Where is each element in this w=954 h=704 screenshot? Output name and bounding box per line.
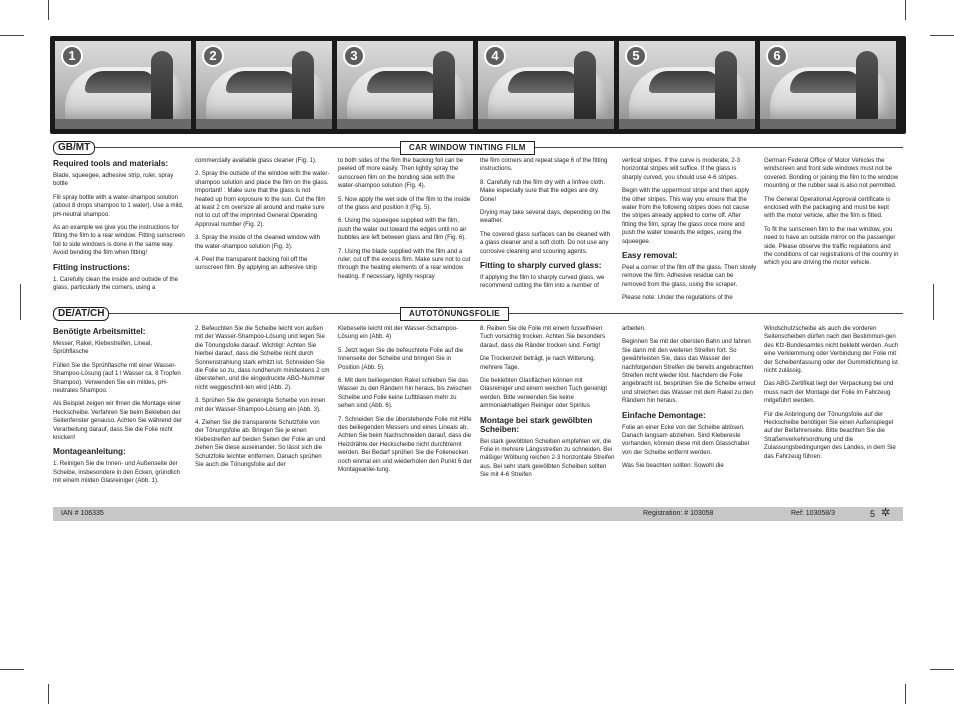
language-label: DE/AT/CH xyxy=(53,307,109,321)
text-column xyxy=(53,325,188,501)
paragraph: 8. Carefully rub the film dry with a linfree cloth. Make especially sure that the edges are dry. Done! xyxy=(480,178,605,203)
step-photo xyxy=(196,41,332,129)
subheading: Fitting to sharply curved glass: xyxy=(480,261,602,271)
step-number: 4 xyxy=(484,45,506,67)
text-column xyxy=(480,157,615,303)
paragraph: 5. Now apply the wet side of the film to the inside of the glass and position it (Fig. 5). xyxy=(338,195,471,212)
paragraph: If applying the film to sharply curved glass, we recommend cutting the film into a number of xyxy=(480,274,605,290)
paragraph: to both sides of the film the backing foil can be peeled off more easily. Then lightly spray the sunscreen film on the bonding side with the water-shampoo solution (Fig. 4). xyxy=(338,157,463,190)
subheading: Fitting instructions: xyxy=(53,262,130,272)
paragraph: Blade, squeegee, adhesive strip, ruler, spray bottle xyxy=(53,172,174,188)
paragraph: 6. Mit dem beiliegenden Rakel schieben Sie das Wasser zu den Rändern hin heraus, bis zwischen Scheibe und Folie keine Luftblasen mehr zu sehen sind (Abb. 6). xyxy=(338,377,472,410)
paragraph: 5. Jetzt legen Sie die befeuchtete Folie auf die Innenseite der Scheibe und bringen Sie in Position (Abb. 5). xyxy=(338,346,464,371)
section-title: AUTOTÖNUNGSFOLIE xyxy=(400,307,509,321)
paragraph: Die Trockenzeit beträgt, je nach Witterung, mehrere Tage. xyxy=(480,355,596,371)
paragraph: Das ABG-Zertifikat liegt der Verpackung bei und muss nach der Montage der Folie im Fahrzeug mitgeführt werden. xyxy=(764,380,894,405)
text-column xyxy=(195,325,330,501)
step-number: 2 xyxy=(202,45,224,67)
paragraph: Bei stark gewölbten Scheiben empfehlen wir, die Folie in mehrere Längsstreifen zu schneiden. Bei mäßiger Wölbung reichen 2-3 horizontale Streifen aus. Bei sehr stark gewölbten Scheiben sollten Sie mit 4-6 Streifen xyxy=(480,437,615,479)
text-column xyxy=(764,325,899,501)
paragraph: 3. Sprühen Sie die gereinigte Scheibe von innen mit der Wasser-Shampoo-Lösung ein (Abb. 3). xyxy=(195,397,326,413)
paragraph: 4. Peel the transparent backing foil off the sunscreen film. By applying an adhesive strip xyxy=(195,256,317,272)
paragraph: 1. Carefully clean the inside and outside of the glass, particularly the corners, using a xyxy=(53,275,179,292)
crop-mark xyxy=(933,284,934,320)
footer-bar xyxy=(53,507,903,521)
subheading: Einfache Demontage: xyxy=(622,410,706,420)
crop-mark xyxy=(20,284,21,320)
step-number: 6 xyxy=(766,45,788,67)
text-column xyxy=(53,157,188,303)
paragraph: Drying may take several days, depending on the weather. xyxy=(480,209,611,225)
crop-mark xyxy=(905,684,906,704)
paragraph: The covered glass surfaces can be cleaned with a glass cleaner and a soft cloth. Do not use any corrosive cleaning and scouring agents. xyxy=(480,230,611,255)
paragraph: The General Operational Approval certificate is enclosed with the packaging and must be kept with the motor vehicle, after the film is fitted. xyxy=(764,195,891,220)
paragraph: 4. Ziehen Sie die transparente Schutzfolie von der Tönungsfolie ab. Bringen Sie je einen Klebestreifen auf beiden Seiten der Folie an und ziehen Sie diese auseinander. So lässt sich die Schutzfolie leichter entfernen. Danach sprühen Sie auch die Tönungsfolie auf der xyxy=(195,419,326,469)
paragraph: To fit the sunscreen film to the rear window, you need to have an outside mirror on the passenger side. Please observe the traffic regulations and the conditions of car registrations of the country in which you are driving the motor vehicle. xyxy=(764,225,899,267)
subheading: Easy removal: xyxy=(622,251,678,261)
section-header-en xyxy=(53,141,903,155)
paragraph: Folie an einer Ecke von der Scheibe ablösen. Danach langsam abziehen. Sind Klebereste vorhanden, können diese mit dem Glasschaber von der Scheibe entfernt werden. xyxy=(622,423,750,456)
text-column xyxy=(338,325,473,501)
paragraph: Windschutzscheibe als auch die vorderen Seitenscheiben dürfen nach den Bestimmun-gen des Kfz-Bundesamtes nicht beklebt werden. Auch eine Verklemmung oder Verbindung der Folie mit der Scheibenfassung oder der Gummidichtung ist nicht zulässig. xyxy=(764,325,899,375)
paragraph: 3. Spray the inside of the cleaned window with the water-shampoo solution (Fig. 3). xyxy=(195,234,320,250)
paragraph: Fill spray bottle with a water-shampoo solution (about 8 drops shampoo to 1 water). Use a mild, pH-neutral shampoo. xyxy=(53,193,184,218)
subheading: Montageanleitung: xyxy=(53,447,126,457)
crop-mark xyxy=(930,35,954,36)
subheading: Benötigte Arbeitsmittel: xyxy=(53,327,146,336)
crop-mark xyxy=(930,669,954,670)
crop-mark xyxy=(905,0,906,20)
crop-mark xyxy=(0,35,24,36)
paragraph: Als Beispiel zeigen wir Ihnen die Montage einer Heckscheibe. Verfahren Sie beim Bekleben der Seitenfenster genauso. Achten Sie während der Verarbeitung darauf, dass Sie die Folie nicht knicken! xyxy=(53,400,183,442)
instruction-photo-strip xyxy=(50,36,906,134)
crop-mark xyxy=(48,684,49,704)
paragraph: commercially available glass cleaner (Fig. 1). xyxy=(195,157,317,164)
section-header-de xyxy=(53,307,903,321)
paragraph: German Federal Office of Motor Vehicles the windscreen and front side windows must not be covered. Bonding or joining the film to the window mounting or the rubber seal is also not permitted. xyxy=(764,157,899,190)
text-column xyxy=(195,157,330,303)
paragraph: As an example we give you the instructions for fitting the film to a rear window. Fitting sunscreen foil to side windows is done in the same way. Avoid bending the film when fitting! xyxy=(53,224,185,257)
page-number: 5 xyxy=(870,509,876,519)
paragraph: 7. Using the blade supplied with the film and a ruler, cut off the excess film. Make sure not to cut through the heating elements of a rear window heating. If necessary, lightly respray xyxy=(338,247,471,280)
paragraph: Please note: Under the regulations of the xyxy=(622,294,733,302)
text-column xyxy=(480,325,615,501)
paragraph: Füllen Sie die Sprühflasche mit einer Wasser-Shampoo-Lösung (auf 1 l Wasser ca. 8 Tropfen Shampoo). Verwenden Sie ein mildes, pH-neutrales Shampoo. xyxy=(53,361,181,395)
paragraph: Messer, Rakel, Klebestreifen, Lineal, Sprühflasche xyxy=(53,340,152,356)
paragraph: Peel a corner of the film off the glass. Then slowly remove the film. Adhesive residue can be removed from the glass, using the scraper. xyxy=(622,264,757,288)
crop-mark xyxy=(48,0,49,20)
text-column xyxy=(338,157,473,303)
paragraph: arbeiten. xyxy=(622,325,646,332)
sun-icon: ✲ xyxy=(881,507,891,519)
subheading: Required tools and materials: xyxy=(53,159,169,168)
paragraph: 2. Befeuchten Sie die Scheibe leicht von außen mit der Wasser-Shampoo-Lösung und legen Sie die Tönungsfolie darauf. Wichtig!: Achten Sie hierbei darauf, dass die Scheibe nicht durch Sonnenstrahlung stark erhitzt ist. Schneiden Sie die Folie so zu, dass rundherum mindestens 2 cm überstehen, und die eingedruckte ABG-Nummer nicht weggeschnit-ten wird (Abb. 2). xyxy=(195,325,330,391)
paragraph: Für die Anbringung der Tönungsfolie auf der Heckscheibe benötigen Sie einen Außenspiegel auf der Beifahrerseite. Bitte beachten Sie die Straßenverkehrsordnung und die Zulassungsbedingungen des Landes, in dem Sie das Fahrzeug führen. xyxy=(764,410,896,460)
paragraph: Was Sie beachten sollten: Sowohl die xyxy=(622,462,724,470)
step-number: 1 xyxy=(61,45,83,67)
paragraph: Klebeseite leicht mit der Wasser-Schampoo-Lösung ein (Abb. 4) xyxy=(338,325,459,341)
step-photo xyxy=(55,41,191,129)
step-photo xyxy=(760,41,896,129)
paragraph: 7. Schneiden Sie die überstehende Folie mit Hilfe des beiliegenden Messers und eines Lineals ab. Achten Sie beim Nachschneiden darauf, dass die Heizdrähte der Heckscheibe nicht durchtrennt werden. Bei Bedarf sprühen Sie die Folienecken noch einmal ein und wiederholen den Punkt 6 der Montageanlei-tung. xyxy=(338,415,472,474)
registration-number: Registration: # 103058 xyxy=(643,510,714,517)
paragraph: the film corners and repeat stage 6 of the fitting instructions. xyxy=(480,157,608,173)
text-column xyxy=(622,157,757,303)
step-number: 3 xyxy=(343,45,365,67)
paragraph: Beginnen Sie mit der obersten Bahn und fahren Sie dann mit den weiteren Streifen fort. So gewährleisten Sie, dass das Wasser der nachfolgenden Streifen die bereits angebrachten Streifen nicht wieder löst. Nachdem die Folie angebracht ist, besprühen Sie die Scheibe erneut und streichen das Wasser mit dem Rakel zu den Rändern hin heraus. xyxy=(622,338,756,405)
section-title: CAR WINDOW TINTING FILM xyxy=(400,141,535,155)
text-column xyxy=(764,157,899,303)
paragraph: vertical stripes. If the curve is moderate, 2-3 horizontal stripes will suffice. If the glass is sharply curved, you should use 4-6 stripes. xyxy=(622,157,741,181)
ian-number: IAN # 106335 xyxy=(61,510,104,517)
step-photo xyxy=(619,41,755,129)
paragraph: 6. Using the squeegee supplied with the film, push the water out toward the edges until no air bubbles are left between glass and film (Fig. 6). xyxy=(338,217,467,242)
paragraph: Begin with the uppermost stripe and then apply the other stripes. This way you ensure that the water from the following stripes does not cause the stripes already applied to come off. After fitting the film, spray the glass once more and push the water towards the edges, using the squeegee. xyxy=(622,187,750,245)
text-column xyxy=(622,325,757,501)
paragraph: 8. Reiben Sie die Folie mit einem fusselfreien Tuch vorsichtig trocken. Achten Sie besonders darauf, dass die Ränder trocken sind. Fertig! xyxy=(480,325,606,349)
paragraph: 2. Spray the outside of the window with the water-shampoo solution and place the film on the glass. Important! : Make sure that the glass is not heated up from exposure to the sun. Cut the film at least 2 cm oversize all around and make sure not to cut off the imprinted General Operating Approval number (Fig. 2). xyxy=(195,170,330,228)
step-photo xyxy=(478,41,614,129)
subheading: Montage bei stark gewölbten Scheiben: xyxy=(480,415,593,434)
reference-number: Ref: 103058/3 xyxy=(791,510,835,517)
paragraph: 1. Reinigen Sie die Innen- und Außenseite der Scheibe, insbesondere in den Ecken, gründlich mit einem milden Glasreiniger (Abb. 1). xyxy=(53,460,181,485)
language-label: GB/MT xyxy=(53,141,95,155)
step-number: 5 xyxy=(625,45,647,67)
step-photo xyxy=(337,41,473,129)
paragraph: Die beklebten Glasflächen können mit Glasreiniger und einem weichen Tuch gereinigt werden. Bitte verwenden Sie keine ammoniakhaltigen Reiniger oder Spiritus xyxy=(480,377,608,410)
crop-mark xyxy=(0,669,24,670)
